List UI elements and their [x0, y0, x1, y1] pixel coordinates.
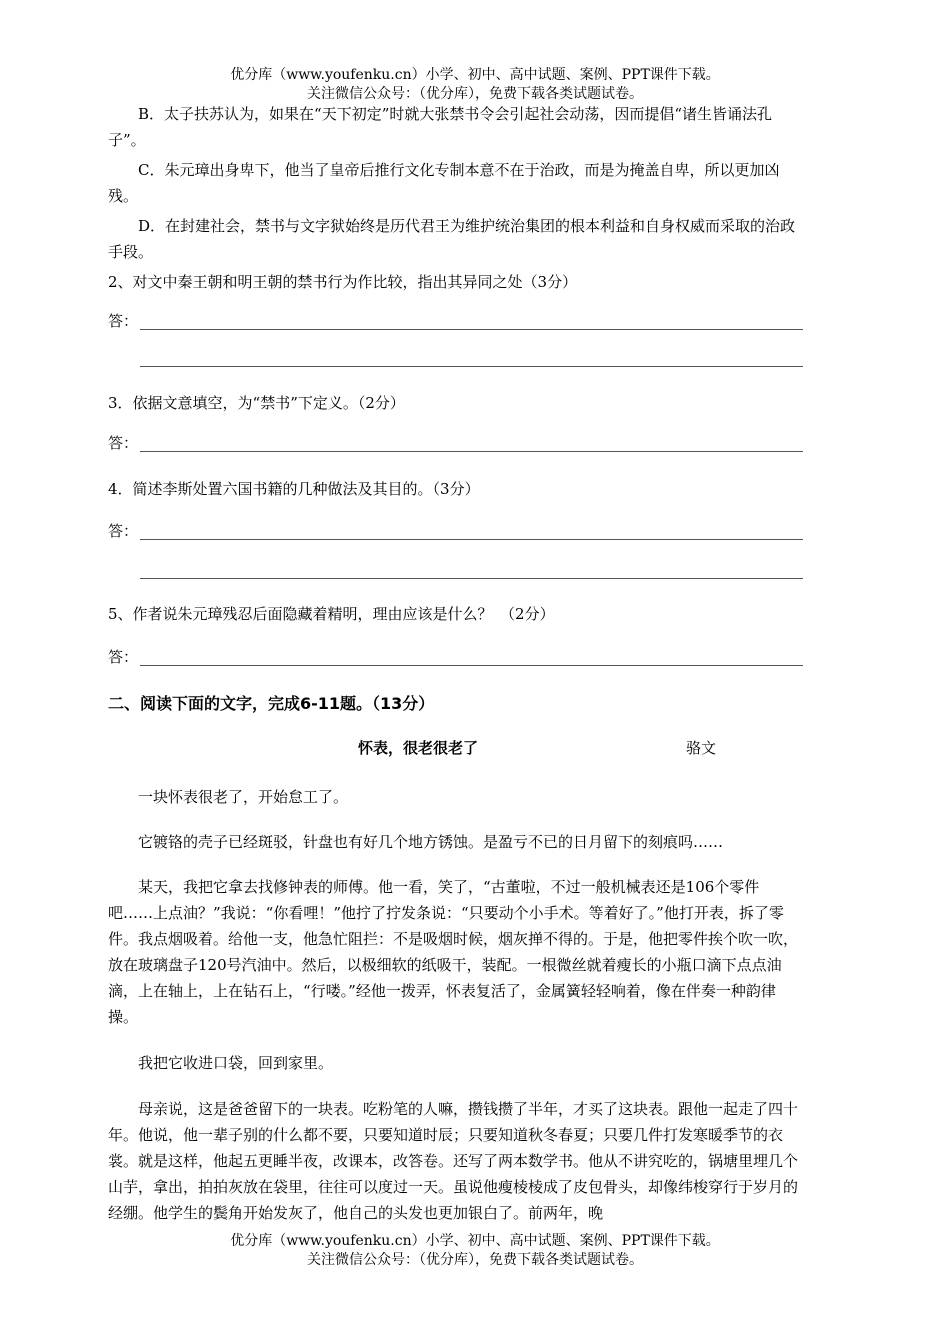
answer-line[interactable]	[140, 329, 803, 330]
answer-line-extra[interactable]	[140, 366, 803, 367]
paragraph-1: 一块怀表很老了，开始怠工了。	[138, 788, 349, 806]
answer-row-q4	[108, 520, 803, 544]
option-d: D．在封建社会，禁书与文字狱始终是历代君王为维护统治集团的根本利益和自身权威而采取的治政手段。	[108, 217, 796, 261]
footer-line-1: 优分库（www.youfenku.cn）小学、初中、高中试题、案例、PPT课件下载。	[230, 1233, 720, 1249]
header-line-1: 优分库（www.youfenku.cn）小学、初中、高中试题、案例、PPT课件下载。	[230, 67, 720, 83]
header-line-2: 关注微信公众号：（优分库），免费下载各类试题试卷。	[307, 86, 643, 102]
answer-row-q3	[108, 432, 803, 456]
answer-row-q5	[108, 646, 803, 670]
answer-label: 答：	[108, 434, 139, 452]
paragraph-3: 某天，我把它拿去找修钟表的师傅。他一看，笑了，“古董啦，不过一般机械表还是106个零件吧……上点油？”我说：“你看哩！”他拧了拧发条说：“只要动个小手术。等着好了。”他打开表，拆了零件。我点烟吸着。给他一支，他急忙阻拦：不是吸烟时候，烟灰掸不得的。于是，他把零件挨个吹一吹，放在玻璃盘子120号汽油中。然后，以极细软的纸吸干，装配。一根微丝就着瘦长的小瓶口滴下点点油滴，上在轴上，上在钻石上，“行喽。”经他一拨弄，怀表复活了，金属簧轻轻响着，像在伴奏一种韵律操。	[108, 878, 799, 1026]
answer-row-q2	[108, 310, 803, 334]
paragraph-5: 母亲说，这是爸爸留下的一块表。吃粉笔的人嘛，攒钱攒了半年，才买了这块表。跟他一起走了四十年。他说，他一辈子别的什么都不要，只要知道时辰；只要知道秋冬春夏；只要几件打发寒暖季节的衣裳。就是这样，他起五更睡半夜，改课本，改答卷。还写了两本数学书。他从不讲究吃的，锅塘里埋几个山芋，拿出，拍拍灰放在袋里，往往可以度过一天。虽说他瘦棱棱成了皮包骨头，却像纬梭穿行于岁月的经绷。他学生的鬓角开始发灰了，他自己的头发也更加银白了。前两年，晚	[108, 1100, 799, 1222]
paragraph-2: 它镀铬的壳子已经斑驳，针盘也有好几个地方锈蚀。是盈亏不已的日月留下的刻痕吗……	[138, 833, 724, 851]
article-author: 骆文	[686, 739, 717, 757]
answer-line[interactable]	[140, 451, 803, 452]
paragraph-4: 我把它收进口袋，回到家里。	[138, 1054, 334, 1072]
answer-label: 答：	[108, 312, 139, 330]
footer-line-2: 关注微信公众号：（优分库），免费下载各类试题试卷。	[307, 1252, 643, 1268]
answer-line-extra[interactable]	[140, 578, 803, 579]
article-title: 怀表，很老很老了	[358, 739, 479, 757]
answer-label: 答：	[108, 648, 139, 666]
option-c: C．朱元璋出身卑下，他当了皇帝后推行文化专制本意不在于治政，而是为掩盖自卑，所以更加凶残。	[108, 161, 780, 205]
question-5: 5、作者说朱元璋残忍后面隐藏着精明，理由应该是什么？ （2分）	[108, 605, 555, 623]
option-b: B．太子扶苏认为，如果在“天下初定”时就大张禁书令会引起社会动荡，因而提倡“诸生皆诵法孔子”。	[108, 105, 773, 149]
answer-line[interactable]	[140, 665, 803, 666]
question-4: 4．简述李斯处置六国书籍的几种做法及其目的。（3分）	[108, 480, 480, 498]
question-3: 3．依据文意填空，为“禁书”下定义。（2分）	[108, 394, 405, 412]
answer-label: 答：	[108, 522, 139, 540]
answer-line[interactable]	[140, 539, 803, 540]
section-heading: 二、阅读下面的文字，完成6-11题。（13分）	[108, 694, 435, 713]
question-2: 2、对文中秦王朝和明王朝的禁书行为作比较，指出其异同之处（3分）	[108, 273, 578, 291]
